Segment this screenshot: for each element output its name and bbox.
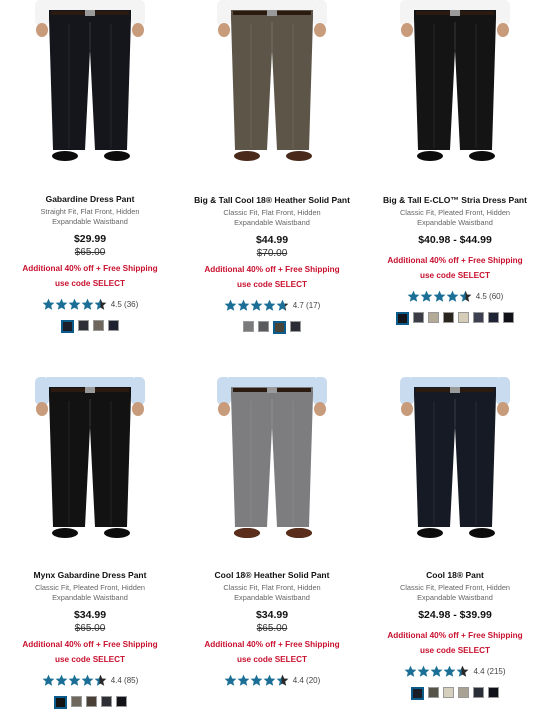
pant-illustration <box>370 375 540 545</box>
color-swatch[interactable] <box>101 696 112 707</box>
color-swatches <box>5 696 175 709</box>
product-rating[interactable] <box>370 664 540 678</box>
product-price: $29.99 <box>73 233 107 245</box>
color-swatch[interactable] <box>116 696 127 707</box>
product-card[interactable] <box>5 375 175 709</box>
product-rating[interactable] <box>5 297 175 311</box>
star-icon <box>276 299 289 312</box>
promo-code-text: use code SELECT <box>54 279 126 288</box>
product-card[interactable] <box>370 375 540 700</box>
star-icon <box>407 290 420 303</box>
color-swatch[interactable] <box>443 687 454 698</box>
promo-text: Additional 40% off + Free Shipping <box>22 640 158 649</box>
star-icon <box>68 298 81 311</box>
star-icon <box>443 665 456 678</box>
promo-code-text: use code SELECT <box>54 655 126 664</box>
pant-illustration <box>187 375 357 545</box>
star-icon <box>42 298 55 311</box>
product-old-price: $65.00 <box>74 623 106 634</box>
rating-count: 4.5 (36) <box>110 299 139 309</box>
star-icon <box>276 674 289 687</box>
product-image[interactable] <box>370 0 540 170</box>
promo-code-text: use code SELECT <box>236 655 308 664</box>
color-swatch[interactable] <box>61 320 74 333</box>
product-rating[interactable] <box>187 673 357 687</box>
rating-count: 4.4 (20) <box>292 675 321 685</box>
product-price: $40.98 - $44.99 <box>418 234 492 246</box>
product-description: Classic Fit, Flat Front, Hidden Expandable Waistband <box>223 583 321 602</box>
product-old-price: $70.00 <box>256 248 288 259</box>
product-rating[interactable] <box>370 289 540 303</box>
color-swatch[interactable] <box>108 320 119 331</box>
rating-count: 4.7 (17) <box>292 300 321 310</box>
promo-text: Additional 40% off + Free Shipping <box>387 256 523 265</box>
pant-illustration <box>5 0 175 170</box>
product-description: Straight Fit, Flat Front, Hidden Expandable Waistband <box>40 207 140 226</box>
star-icon <box>94 674 107 687</box>
color-swatch[interactable] <box>473 687 484 698</box>
star-icon <box>430 665 443 678</box>
rating-count: 4.4 (85) <box>110 675 139 685</box>
product-rating[interactable] <box>187 298 357 312</box>
star-icon <box>42 674 55 687</box>
color-swatch[interactable] <box>488 687 499 698</box>
star-icon <box>224 674 237 687</box>
product-price: $44.99 <box>255 234 289 246</box>
star-icon <box>263 674 276 687</box>
star-icon <box>433 290 446 303</box>
star-icon <box>224 299 237 312</box>
color-swatch[interactable] <box>443 312 454 323</box>
color-swatch[interactable] <box>458 312 469 323</box>
product-image[interactable] <box>187 375 357 545</box>
promo-text: Additional 40% off + Free Shipping <box>387 631 523 640</box>
color-swatches <box>370 687 540 700</box>
color-swatch[interactable] <box>473 312 484 323</box>
star-icon <box>456 665 469 678</box>
color-swatch[interactable] <box>243 321 254 332</box>
color-swatches <box>187 696 357 707</box>
color-swatch[interactable] <box>503 312 514 323</box>
product-image[interactable] <box>5 0 175 170</box>
color-swatches <box>187 321 357 334</box>
promo-text: Additional 40% off + Free Shipping <box>204 640 340 649</box>
star-icon <box>237 674 250 687</box>
star-icon <box>417 665 430 678</box>
star-icon <box>404 665 417 678</box>
color-swatch[interactable] <box>413 312 424 323</box>
product-description: Classic Fit, Pleated Front, Hidden Expandable Waistband <box>399 208 511 227</box>
color-swatch[interactable] <box>93 320 104 331</box>
color-swatch[interactable] <box>86 696 97 707</box>
color-swatch[interactable] <box>458 687 469 698</box>
color-swatch[interactable] <box>71 696 82 707</box>
star-icon <box>81 298 94 311</box>
star-icon <box>459 290 472 303</box>
rating-stars <box>42 298 107 311</box>
star-icon <box>250 299 263 312</box>
star-icon <box>81 674 94 687</box>
rating-stars <box>224 299 289 312</box>
star-icon <box>94 298 107 311</box>
product-old-price: $65.00 <box>74 247 106 258</box>
product-image[interactable] <box>370 375 540 545</box>
promo-code-text: use code SELECT <box>236 280 308 289</box>
star-icon <box>263 299 276 312</box>
product-description: Classic Fit, Pleated Front, Hidden Expandable Waistband <box>399 583 511 602</box>
promo-code-text: use code SELECT <box>419 646 491 655</box>
product-title[interactable]: Cool 18® Heather Solid Pant <box>214 570 330 580</box>
color-swatch[interactable] <box>54 696 67 709</box>
product-rating[interactable] <box>5 673 175 687</box>
product-title[interactable]: Big & Tall Cool 18® Heather Solid Pant <box>194 195 350 205</box>
product-price: $34.99 <box>255 609 289 621</box>
color-swatch[interactable] <box>488 312 499 323</box>
color-swatches <box>370 312 540 325</box>
color-swatches <box>5 320 175 333</box>
product-image[interactable] <box>187 0 357 170</box>
color-swatch[interactable] <box>428 687 439 698</box>
color-swatch[interactable] <box>290 321 301 332</box>
product-title[interactable]: Gabardine Dress Pant <box>45 194 135 204</box>
rating-stars <box>224 674 289 687</box>
star-icon <box>250 674 263 687</box>
color-swatch[interactable] <box>258 321 269 332</box>
rating-stars <box>407 290 472 303</box>
promo-text: Additional 40% off + Free Shipping <box>204 265 340 274</box>
product-card[interactable] <box>187 0 357 334</box>
pant-illustration <box>5 375 175 545</box>
star-icon <box>68 674 81 687</box>
star-icon <box>55 298 68 311</box>
product-title[interactable]: Mynx Gabardine Dress Pant <box>33 570 147 580</box>
pant-illustration <box>187 0 357 170</box>
product-card[interactable] <box>5 0 175 333</box>
product-price: $34.99 <box>73 609 107 621</box>
promo-text: Additional 40% off + Free Shipping <box>22 264 158 273</box>
star-icon <box>420 290 433 303</box>
product-image[interactable] <box>5 375 175 545</box>
product-title[interactable]: Cool 18® Pant <box>426 570 484 580</box>
pant-illustration <box>370 0 540 170</box>
product-price: $24.98 - $39.99 <box>418 609 492 621</box>
color-swatch[interactable] <box>78 320 89 331</box>
promo-code-text: use code SELECT <box>419 271 491 280</box>
product-card[interactable] <box>370 0 540 325</box>
color-swatch[interactable] <box>411 687 424 700</box>
star-icon <box>237 299 250 312</box>
rating-stars <box>42 674 107 687</box>
star-icon <box>446 290 459 303</box>
product-card[interactable] <box>187 375 357 707</box>
color-swatch[interactable] <box>273 321 286 334</box>
color-swatch[interactable] <box>428 312 439 323</box>
rating-stars <box>404 665 469 678</box>
star-icon <box>55 674 68 687</box>
product-old-price: $65.00 <box>256 623 288 634</box>
rating-count: 4.5 (60) <box>475 291 504 301</box>
product-description: Classic Fit, Flat Front, Hidden Expandable Waistband <box>223 208 321 227</box>
color-swatch[interactable] <box>396 312 409 325</box>
product-title[interactable]: Big & Tall E-CLO™ Stria Dress Pant <box>383 195 527 205</box>
product-description: Classic Fit, Pleated Front, Hidden Expandable Waistband <box>34 583 146 602</box>
rating-count: 4.4 (215) <box>473 666 506 676</box>
